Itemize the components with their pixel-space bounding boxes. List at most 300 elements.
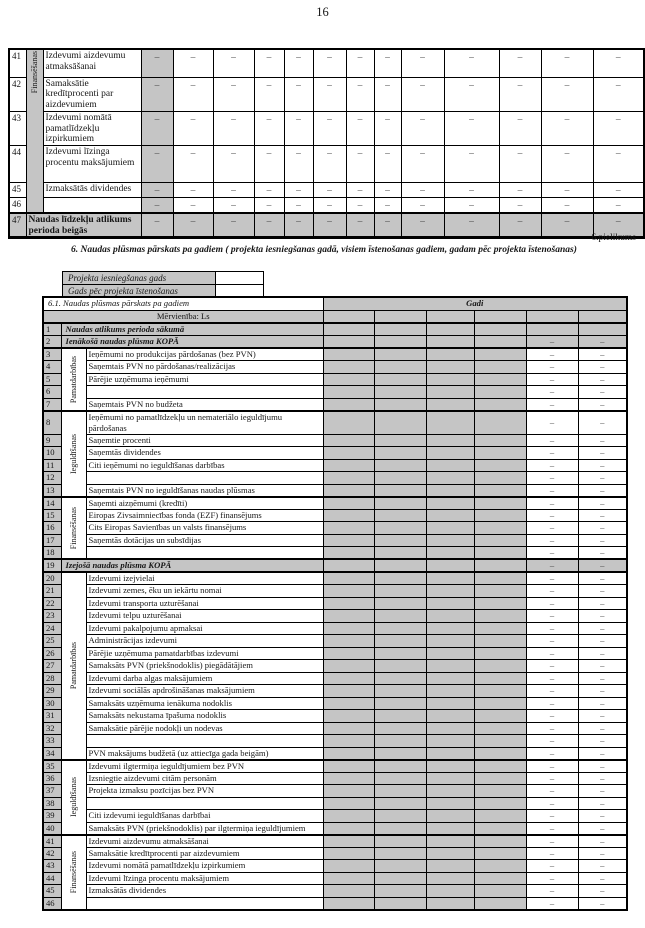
value-cell: –: [346, 77, 374, 111]
table-row: [43, 373, 627, 386]
value-cell: [374, 447, 426, 460]
value-cell: [374, 797, 426, 810]
table-row: [43, 785, 627, 798]
value-cell: –: [499, 146, 541, 183]
table-row: [9, 183, 644, 198]
value-cell: [426, 860, 474, 873]
value-cell: –: [284, 198, 313, 213]
value-cell: –: [313, 146, 346, 183]
row-number-cell: 42: [9, 77, 26, 111]
value-cell: [474, 785, 526, 798]
value-cell: –: [401, 183, 444, 198]
value-cell: –: [141, 77, 173, 111]
row-number-cell: 8: [43, 411, 61, 435]
value-cell: –: [254, 77, 284, 111]
value-cell: –: [346, 213, 374, 238]
value-cell: –: [401, 111, 444, 145]
value-cell: –: [541, 77, 593, 111]
value-cell: [474, 872, 526, 885]
value-cell: [474, 373, 526, 386]
value-cell: [323, 810, 374, 823]
value-cell: –: [541, 183, 593, 198]
value-cell: [474, 434, 526, 447]
value-cell: [323, 835, 374, 848]
value-cell: –: [284, 146, 313, 183]
table-row: [43, 447, 627, 460]
value-cell: [323, 885, 374, 898]
value-cell: –: [578, 373, 627, 386]
value-cell: [426, 386, 474, 399]
value-cell: [426, 610, 474, 623]
value-cell: –: [526, 822, 578, 835]
value-cell: [374, 722, 426, 735]
value-cell: –: [526, 585, 578, 598]
row-label-cell: Izmaksātās dividendes: [43, 183, 141, 198]
value-cell: [323, 323, 374, 336]
value-cell: [474, 797, 526, 810]
row-label-cell: Pārējie uzņēmuma ieņēmumi: [86, 373, 323, 386]
value-cell: [323, 735, 374, 748]
value-cell: [323, 872, 374, 885]
value-cell: [374, 411, 426, 435]
year-cell: [578, 310, 627, 323]
value-cell: [323, 472, 374, 485]
value-cell: [426, 484, 474, 497]
value-cell: –: [526, 534, 578, 547]
value-cell: [323, 348, 374, 361]
row-label-cell: Saņemtās dividendes: [86, 447, 323, 460]
value-cell: [426, 411, 474, 435]
value-cell: –: [578, 685, 627, 698]
value-cell: [374, 897, 426, 910]
value-cell: [374, 459, 426, 472]
value-cell: [374, 835, 426, 848]
row-label-cell: Saņemtais PVN no pārdošanas/realizācijas: [86, 361, 323, 374]
value-cell: –: [173, 77, 213, 111]
table-row: [43, 747, 627, 760]
value-cell: –: [526, 647, 578, 660]
value-cell: [374, 522, 426, 535]
value-cell: [474, 447, 526, 460]
table-row: [43, 735, 627, 748]
value-cell: [426, 434, 474, 447]
value-cell: –: [541, 111, 593, 145]
value-cell: –: [526, 860, 578, 873]
value-cell: –: [526, 672, 578, 685]
table-row: [43, 822, 627, 835]
value-cell: [426, 885, 474, 898]
value-cell: [426, 735, 474, 748]
row-number-cell: 28: [43, 672, 61, 685]
year-cell: [526, 310, 578, 323]
row-number-cell: 33: [43, 735, 61, 748]
value-cell: [374, 610, 426, 623]
value-cell: –: [578, 810, 627, 823]
table-row: [43, 522, 627, 535]
value-cell: [323, 447, 374, 460]
value-cell: [426, 897, 474, 910]
value-cell: [426, 760, 474, 773]
value-cell: [374, 484, 426, 497]
value-cell: [474, 860, 526, 873]
value-cell: [426, 672, 474, 685]
value-cell: [426, 572, 474, 585]
value-cell: –: [578, 872, 627, 885]
value-cell: –: [374, 213, 401, 238]
row-number-cell: 12: [43, 472, 61, 485]
value-cell: [426, 710, 474, 723]
value-cell: –: [578, 897, 627, 910]
row-label-cell: [86, 735, 323, 748]
value-cell: –: [401, 146, 444, 183]
value-cell: –: [593, 146, 644, 183]
row-number-cell: 25: [43, 635, 61, 648]
value-cell: –: [593, 111, 644, 145]
info-label: Projekta iesniegšanas gads: [63, 272, 216, 285]
value-cell: [323, 622, 374, 635]
value-cell: –: [578, 597, 627, 610]
section-label-cell: Naudas atlikums perioda sākumā: [61, 323, 323, 336]
value-cell: [426, 872, 474, 885]
value-cell: –: [254, 111, 284, 145]
value-cell: –: [578, 747, 627, 760]
table-row: [43, 497, 627, 510]
value-cell: [426, 597, 474, 610]
row-number-cell: 40: [43, 822, 61, 835]
row-number-cell: 3: [43, 348, 61, 361]
value-cell: –: [499, 183, 541, 198]
value-cell: –: [374, 183, 401, 198]
value-cell: [374, 323, 426, 336]
value-cell: [374, 585, 426, 598]
value-cell: –: [541, 49, 593, 77]
value-cell: –: [374, 146, 401, 183]
value-cell: [374, 747, 426, 760]
value-cell: [426, 497, 474, 510]
table-row: [43, 797, 627, 810]
row-number-cell: 22: [43, 597, 61, 610]
row-number-cell: 44: [43, 872, 61, 885]
row-number-cell: 23: [43, 610, 61, 623]
value-cell: [374, 697, 426, 710]
value-cell: [426, 585, 474, 598]
info-label: Gads pēc projekta īstenošanas: [63, 285, 216, 298]
table-row: [43, 484, 627, 497]
value-cell: –: [526, 747, 578, 760]
value-cell: [323, 685, 374, 698]
year-cell: [374, 310, 426, 323]
value-cell: –: [254, 198, 284, 213]
group-label-vertical: Pamatdarbības: [68, 355, 78, 403]
value-cell: [426, 348, 474, 361]
table-row: [43, 472, 627, 485]
value-cell: [323, 572, 374, 585]
value-cell: –: [593, 49, 644, 77]
value-cell: [474, 822, 526, 835]
value-cell: –: [284, 49, 313, 77]
value-cell: –: [578, 610, 627, 623]
value-cell: –: [526, 835, 578, 848]
value-cell: [323, 797, 374, 810]
value-cell: [374, 760, 426, 773]
table-row: [43, 622, 627, 635]
row-label-cell: Saņemtās dotācijas un subsīdijas: [86, 534, 323, 547]
value-cell: –: [401, 213, 444, 238]
row-number-cell: 38: [43, 797, 61, 810]
table-row: [43, 897, 627, 910]
row-label-cell: Samaksāts uzņēmuma ienākuma nodoklis: [86, 697, 323, 710]
value-cell: –: [141, 183, 173, 198]
value-cell: [426, 747, 474, 760]
value-cell: –: [526, 735, 578, 748]
continuation-table: [8, 48, 645, 239]
row-label-cell: Saņemti aizņēmumi (kredīti): [86, 497, 323, 510]
value-cell: –: [141, 111, 173, 145]
page-number: 16: [316, 5, 329, 19]
row-label-cell: Naudas līdzekļu atlikums perioda beigās: [26, 213, 141, 238]
value-cell: –: [541, 146, 593, 183]
value-cell: –: [526, 685, 578, 698]
value-cell: [323, 785, 374, 798]
value-cell: [426, 559, 474, 572]
value-cell: [474, 810, 526, 823]
value-cell: [374, 860, 426, 873]
value-cell: [474, 722, 526, 735]
value-cell: –: [284, 213, 313, 238]
value-cell: [374, 398, 426, 411]
value-cell: –: [526, 434, 578, 447]
table-row: [43, 685, 627, 698]
value-cell: [426, 509, 474, 522]
value-cell: [323, 860, 374, 873]
value-cell: [374, 885, 426, 898]
value-cell: –: [444, 213, 499, 238]
value-cell: [474, 835, 526, 848]
value-cell: –: [401, 198, 444, 213]
value-cell: –: [213, 213, 254, 238]
value-cell: [426, 522, 474, 535]
value-cell: –: [346, 49, 374, 77]
row-number-cell: 43: [43, 860, 61, 873]
row-label-cell: Izmaksātās dividendes: [86, 885, 323, 898]
row-number-cell: 24: [43, 622, 61, 635]
value-cell: [323, 547, 374, 560]
row-label-cell: Samaksāts nekustama īpašuma nodoklis: [86, 710, 323, 723]
row-number-cell: 37: [43, 785, 61, 798]
table-row: [43, 647, 627, 660]
value-cell: –: [346, 146, 374, 183]
table-row: [43, 509, 627, 522]
value-cell: –: [578, 509, 627, 522]
value-cell: –: [213, 111, 254, 145]
row-number-cell: 1: [43, 323, 61, 336]
value-cell: –: [499, 213, 541, 238]
value-cell: [474, 386, 526, 399]
table-row: [43, 597, 627, 610]
value-cell: –: [526, 785, 578, 798]
row-number-cell: 39: [43, 810, 61, 823]
value-cell: –: [526, 348, 578, 361]
table-row: [43, 660, 627, 673]
value-cell: [374, 672, 426, 685]
value-cell: [374, 559, 426, 572]
value-cell: [474, 672, 526, 685]
value-cell: –: [173, 213, 213, 238]
value-cell: –: [526, 772, 578, 785]
row-number-cell: 5: [43, 373, 61, 386]
value-cell: [426, 472, 474, 485]
value-cell: –: [526, 447, 578, 460]
value-cell: –: [526, 597, 578, 610]
value-cell: [426, 697, 474, 710]
value-cell: [474, 635, 526, 648]
row-label-cell: Izsniegtie aizdevumi citām personām: [86, 772, 323, 785]
group-label-vertical: Ieguldīšanas: [68, 433, 78, 474]
value-cell: –: [213, 49, 254, 77]
value-cell: –: [374, 49, 401, 77]
value-cell: [474, 897, 526, 910]
value-cell: [426, 323, 474, 336]
row-label-cell: Izdevumi aizdevumu atmaksāšanai: [86, 835, 323, 848]
table-row: [43, 722, 627, 735]
unit-row: [43, 310, 627, 323]
table-row: [43, 760, 627, 773]
row-number-cell: 21: [43, 585, 61, 598]
row-label-cell: Izdevumi nomātā pamatlīdzekļu izpirkumiem: [86, 860, 323, 873]
row-label-cell: Citi izdevumi ieguldīšanas darbībai: [86, 810, 323, 823]
table-row: [43, 323, 627, 336]
row-number-cell: 7: [43, 398, 61, 411]
row-label-cell: Izdevumi telpu uzturēšanai: [86, 610, 323, 623]
row-label-cell: [43, 198, 141, 213]
value-cell: [323, 760, 374, 773]
row-number-cell: 14: [43, 497, 61, 510]
value-cell: [323, 697, 374, 710]
value-cell: [526, 323, 578, 336]
value-cell: –: [213, 146, 254, 183]
value-cell: [474, 509, 526, 522]
value-cell: –: [578, 797, 627, 810]
row-label-cell: Saņemtais PVN no budžeta: [86, 398, 323, 411]
value-cell: [374, 597, 426, 610]
table-row: [43, 585, 627, 598]
group-cell: [61, 497, 86, 560]
group-cell: [61, 835, 86, 910]
group-cell: [26, 49, 43, 213]
value-cell: [374, 336, 426, 349]
value-cell: –: [374, 111, 401, 145]
value-cell: –: [526, 797, 578, 810]
table-row: [43, 847, 627, 860]
value-cell: –: [578, 361, 627, 374]
row-number-cell: 13: [43, 484, 61, 497]
row-label-cell: Izdevumi līzinga procentu maksājumiem: [43, 146, 141, 183]
value-cell: –: [578, 447, 627, 460]
value-cell: –: [526, 411, 578, 435]
value-cell: –: [578, 585, 627, 598]
value-cell: –: [578, 572, 627, 585]
value-cell: –: [526, 760, 578, 773]
row-label-cell: Izdevumi sociālās apdrošināšanas maksājumiem: [86, 685, 323, 698]
value-cell: [323, 534, 374, 547]
value-cell: –: [213, 77, 254, 111]
value-cell: –: [444, 49, 499, 77]
value-cell: [474, 348, 526, 361]
row-label-cell: Izdevumi līzinga procentu maksājumiem: [86, 872, 323, 885]
value-cell: –: [499, 111, 541, 145]
value-cell: –: [526, 398, 578, 411]
value-cell: [474, 559, 526, 572]
value-cell: –: [346, 198, 374, 213]
table-title: 6.1. Naudas plūsmas pārskats pa gadiem: [43, 297, 323, 310]
value-cell: –: [254, 183, 284, 198]
value-cell: –: [526, 509, 578, 522]
value-cell: [374, 847, 426, 860]
value-cell: –: [526, 622, 578, 635]
value-cell: –: [578, 336, 627, 349]
table-row: [43, 534, 627, 547]
value-cell: –: [173, 183, 213, 198]
group-label-vertical: Finansēšanas: [68, 850, 78, 894]
value-cell: [374, 647, 426, 660]
value-cell: –: [541, 213, 593, 238]
table-row: [43, 361, 627, 374]
value-cell: –: [284, 183, 313, 198]
value-cell: –: [444, 111, 499, 145]
value-cell: [474, 610, 526, 623]
table-row: [43, 885, 627, 898]
value-cell: –: [578, 348, 627, 361]
table-row: [43, 810, 627, 823]
value-cell: [426, 398, 474, 411]
value-cell: –: [526, 572, 578, 585]
table-row: [43, 547, 627, 560]
table-header-row: [43, 297, 627, 310]
value-cell: [426, 373, 474, 386]
value-cell: [374, 472, 426, 485]
value-cell: [374, 685, 426, 698]
value-cell: –: [526, 559, 578, 572]
value-cell: [323, 660, 374, 673]
value-cell: [323, 336, 374, 349]
value-cell: [323, 559, 374, 572]
row-number-cell: 26: [43, 647, 61, 660]
value-cell: –: [526, 336, 578, 349]
value-cell: –: [173, 198, 213, 213]
value-cell: [323, 497, 374, 510]
value-cell: –: [578, 772, 627, 785]
table-row: [43, 559, 627, 572]
table-row: [43, 835, 627, 848]
value-cell: [374, 622, 426, 635]
unit-label: Mērvienība: Ls: [43, 310, 323, 323]
value-cell: –: [578, 735, 627, 748]
value-cell: –: [526, 459, 578, 472]
value-cell: [474, 572, 526, 585]
value-cell: –: [578, 497, 627, 510]
value-cell: [374, 735, 426, 748]
row-label-cell: Cits Eiropas Savienības un valsts finansējums: [86, 522, 323, 535]
value-cell: [474, 847, 526, 860]
value-cell: –: [526, 472, 578, 485]
value-cell: –: [578, 459, 627, 472]
group-label-vertical: Pamatdarbības: [68, 642, 78, 690]
value-cell: –: [526, 522, 578, 535]
value-cell: –: [526, 697, 578, 710]
table-row: [43, 610, 627, 623]
value-cell: [323, 434, 374, 447]
group-label-vertical: Finansēšanas: [29, 51, 39, 94]
